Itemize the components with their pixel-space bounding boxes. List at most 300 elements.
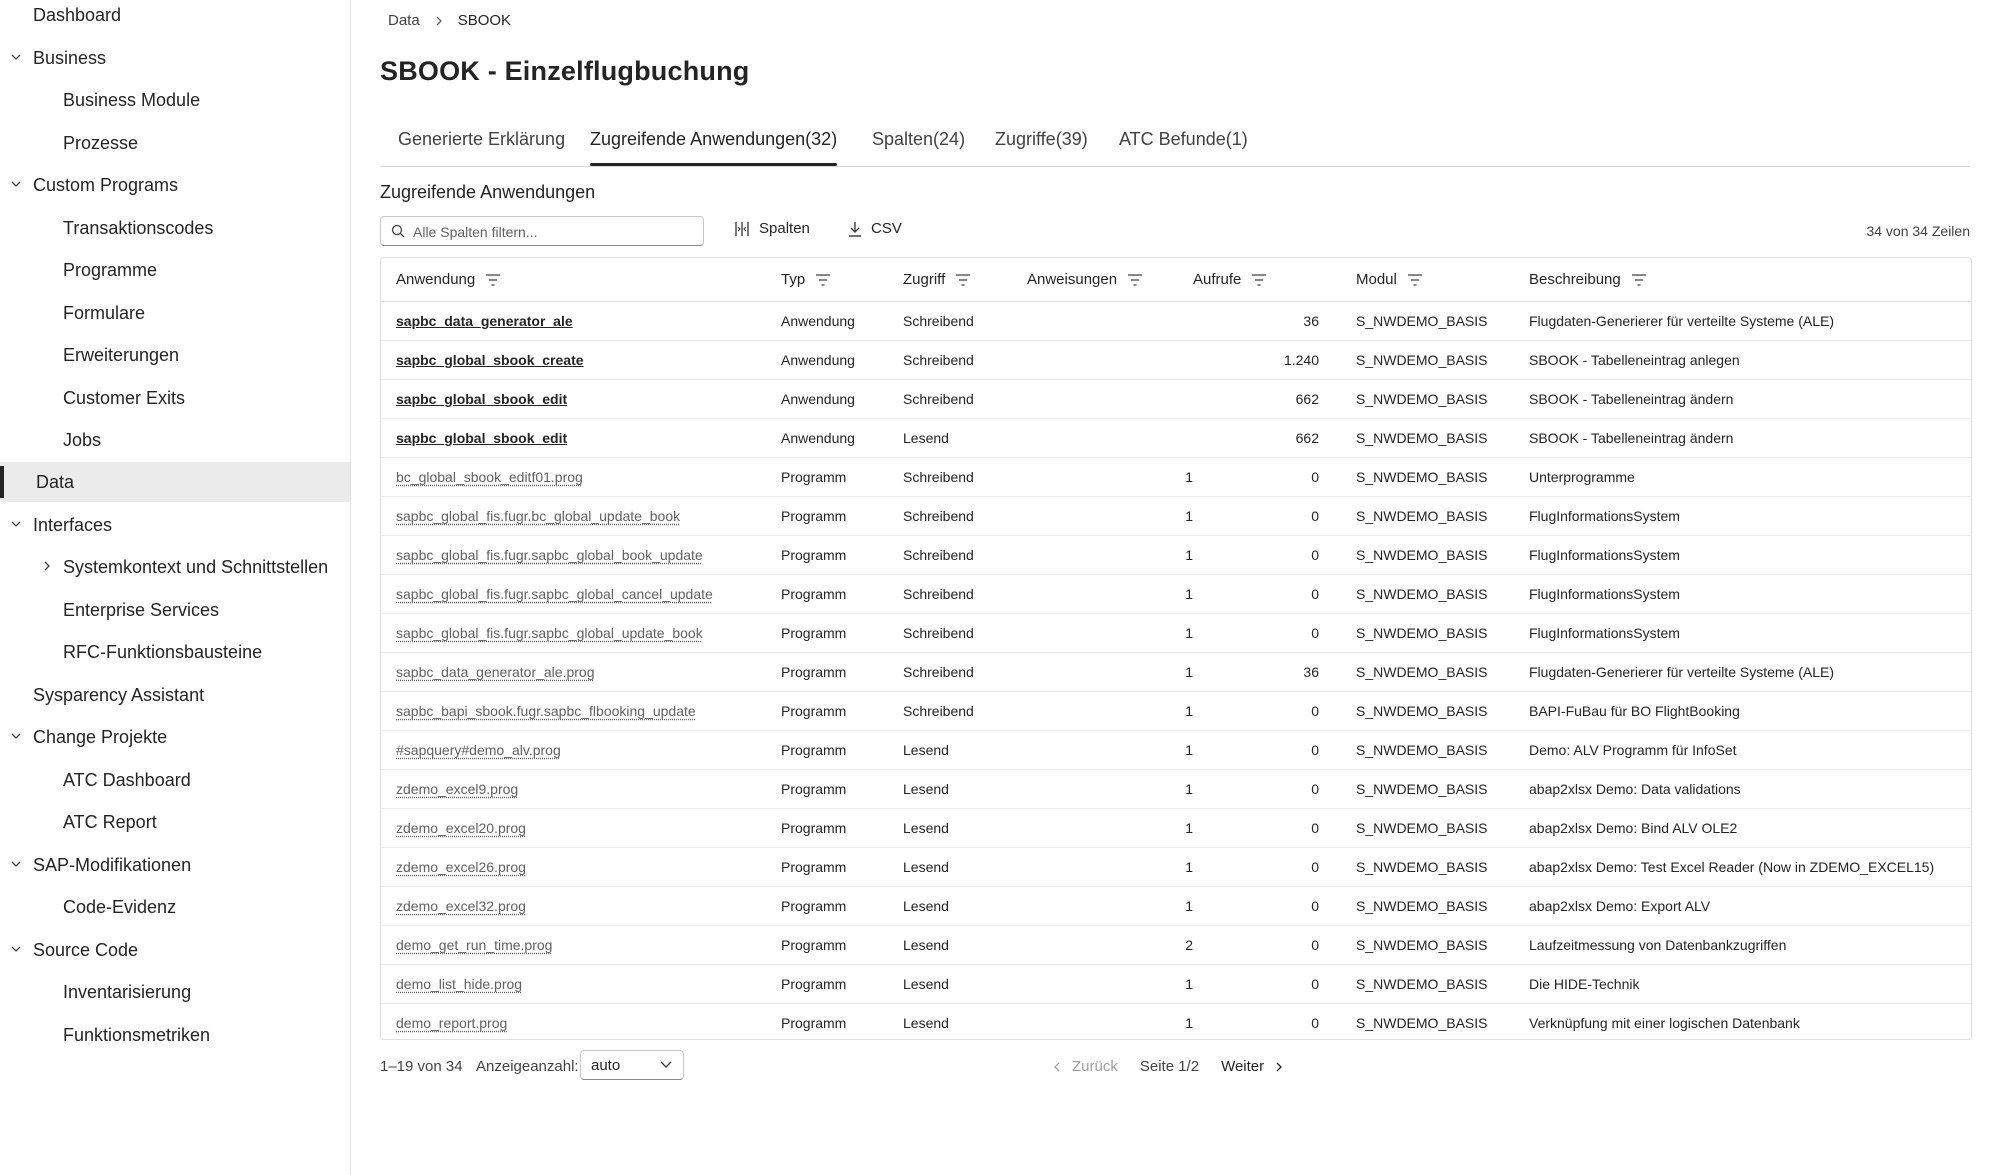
cell-anweisungen: 1 — [1027, 536, 1193, 575]
sidebar-item-label: Source Code — [33, 940, 139, 960]
csv-export-button[interactable] — [847, 220, 902, 237]
table-row[interactable] — [381, 341, 1971, 380]
sidebar-item-label: Change Projekte — [33, 727, 168, 747]
sidebar-item-label: Business Module — [63, 90, 201, 110]
cell-modul: S_NWDEMO_BASIS — [1356, 965, 1529, 1004]
page-size-label: Anzeigeanzahl: — [476, 1058, 579, 1075]
application-link[interactable]: sapbc_global_fis.fugr.sapbc_global_cancel_update — [396, 586, 713, 602]
sidebar-item-atc-report[interactable] — [0, 802, 350, 842]
cell-spacer — [1319, 497, 1356, 536]
cell-anwendung — [381, 419, 781, 458]
cell-beschreibung: BAPI-FuBau für BO FlightBooking — [1529, 692, 1971, 731]
cell-zugriff: Schreibend — [903, 536, 1027, 575]
column-header-label: Aufrufe — [1193, 271, 1242, 288]
sidebar-item-label: Code-Evidenz — [63, 897, 177, 917]
cell-typ: Programm — [781, 731, 903, 770]
columns-icon — [733, 221, 751, 237]
sidebar-item-systemkontext[interactable] — [0, 547, 350, 587]
cell-anweisungen: 1 — [1027, 614, 1193, 653]
sidebar-item-business[interactable] — [0, 38, 350, 78]
search-icon — [391, 224, 405, 238]
table-row[interactable] — [381, 575, 1971, 614]
application-link[interactable]: zdemo_excel32.prog — [396, 898, 526, 914]
cell-spacer — [1319, 692, 1356, 731]
section-title: Zugreifende Anwendungen — [380, 182, 596, 202]
cell-zugriff: Schreibend — [903, 380, 1027, 419]
cell-zugriff: Schreibend — [903, 614, 1027, 653]
column-header-anwendung[interactable] — [381, 258, 781, 302]
cell-aufrufe: 0 — [1193, 1004, 1319, 1041]
page-indicator: Seite 1/2 — [1139, 1058, 1200, 1075]
applications-table — [380, 257, 1972, 1040]
column-header-label: Modul — [1356, 271, 1397, 288]
chevron-right-icon — [40, 559, 54, 573]
sidebar-item-label: Inventarisierung — [63, 982, 192, 1002]
cell-spacer — [1319, 965, 1356, 1004]
cell-aufrufe: 0 — [1193, 575, 1319, 614]
cell-beschreibung: Verknüpfung mit einer logischen Datenbank — [1529, 1004, 1971, 1041]
cell-anweisungen: 1 — [1027, 965, 1193, 1004]
cell-typ: Programm — [781, 926, 903, 965]
cell-aufrufe: 0 — [1193, 809, 1319, 848]
cell-zugriff: Schreibend — [903, 575, 1027, 614]
sidebar-item-label: Systemkontext und Schnittstellen — [63, 557, 329, 577]
cell-beschreibung: Die HIDE-Technik — [1529, 965, 1971, 1004]
cell-aufrufe: 0 — [1193, 536, 1319, 575]
cell-zugriff: Lesend — [903, 848, 1027, 887]
table-row[interactable] — [381, 926, 1971, 965]
cell-modul: S_NWDEMO_BASIS — [1356, 302, 1529, 341]
cell-beschreibung: abap2xlsx Demo: Bind ALV OLE2 — [1529, 809, 1971, 848]
cell-modul: S_NWDEMO_BASIS — [1356, 926, 1529, 965]
sidebar-item-label: Enterprise Services — [63, 600, 220, 620]
breadcrumb-current: SBOOK — [457, 12, 512, 29]
cell-typ: Programm — [781, 497, 903, 536]
cell-beschreibung: Laufzeitmessung von Datenbankzugriffen — [1529, 926, 1971, 965]
sidebar-item-data[interactable] — [0, 462, 350, 502]
sidebar — [0, 0, 351, 1175]
next-page-button[interactable] — [1221, 1058, 1286, 1075]
sidebar-item-change-projekte[interactable] — [0, 717, 350, 757]
cell-anwendung — [381, 887, 781, 926]
sidebar-item-label: Sysparency Assistant — [33, 685, 205, 705]
sidebar-item-sap-modifikationen[interactable] — [0, 845, 350, 885]
range-info: 1–19 von 34 — [380, 1058, 463, 1075]
chevron-down-icon — [9, 50, 23, 64]
cell-modul: S_NWDEMO_BASIS — [1356, 848, 1529, 887]
cell-spacer — [1319, 926, 1356, 965]
table-row[interactable] — [381, 380, 1971, 419]
cell-beschreibung: FlugInformationsSystem — [1529, 497, 1971, 536]
cell-anwendung — [381, 302, 781, 341]
cell-modul: S_NWDEMO_BASIS — [1356, 575, 1529, 614]
cell-aufrufe: 0 — [1193, 926, 1319, 965]
filter-icon[interactable] — [485, 273, 501, 287]
cell-anweisungen: 1 — [1027, 809, 1193, 848]
column-header-typ[interactable] — [781, 258, 903, 302]
cell-typ: Programm — [781, 770, 903, 809]
cell-zugriff: Schreibend — [903, 653, 1027, 692]
cell-typ: Programm — [781, 692, 903, 731]
cell-anwendung — [381, 809, 781, 848]
table-toolbar — [380, 216, 1970, 248]
cell-typ: Programm — [781, 809, 903, 848]
table-row[interactable] — [381, 848, 1971, 887]
chevron-left-icon — [1050, 1060, 1064, 1074]
cell-typ: Programm — [781, 848, 903, 887]
cell-aufrufe: 36 — [1193, 302, 1319, 341]
cell-spacer — [1319, 419, 1356, 458]
cell-beschreibung: FlugInformationsSystem — [1529, 536, 1971, 575]
cell-anwendung — [381, 497, 781, 536]
cell-typ: Programm — [781, 536, 903, 575]
cell-modul: S_NWDEMO_BASIS — [1356, 1004, 1529, 1041]
cell-aufrufe: 36 — [1193, 653, 1319, 692]
page-size-select[interactable] — [580, 1050, 684, 1080]
column-header-label: Beschreibung — [1529, 271, 1621, 288]
sidebar-item-sysparency-assistant[interactable] — [0, 675, 350, 715]
cell-zugriff: Schreibend — [903, 497, 1027, 536]
sidebar-item-label: Dashboard — [33, 5, 122, 25]
cell-anwendung — [381, 458, 781, 497]
table-header-row — [381, 258, 1971, 302]
sidebar-item-programme[interactable] — [0, 250, 350, 290]
cell-beschreibung: abap2xlsx Demo: Export ALV — [1529, 887, 1971, 926]
cell-modul: S_NWDEMO_BASIS — [1356, 536, 1529, 575]
application-link[interactable]: sapbc_global_sbook_create — [396, 352, 584, 368]
column-header-label: Anweisungen — [1027, 271, 1118, 288]
filter-icon[interactable] — [955, 273, 971, 287]
cell-zugriff: Lesend — [903, 419, 1027, 458]
cell-spacer — [1319, 848, 1356, 887]
application-link[interactable]: #sapquery#demo_alv.prog — [396, 742, 561, 758]
cell-modul: S_NWDEMO_BASIS — [1356, 458, 1529, 497]
application-link[interactable]: demo_report.prog — [396, 1015, 508, 1031]
tab-zugreifende-anwendungen[interactable]: Zugreifende Anwendungen(32) — [590, 126, 837, 164]
table-row[interactable] — [381, 770, 1971, 809]
cell-anwendung — [381, 536, 781, 575]
application-link[interactable]: sapbc_global_fis.fugr.sapbc_global_book_update — [396, 547, 703, 563]
cell-spacer — [1319, 887, 1356, 926]
cell-anweisungen — [1027, 380, 1193, 419]
cell-modul: S_NWDEMO_BASIS — [1356, 419, 1529, 458]
application-link[interactable]: bc_global_sbook_editf01.prog — [396, 469, 583, 485]
cell-zugriff: Schreibend — [903, 692, 1027, 731]
cell-zugriff: Lesend — [903, 770, 1027, 809]
filter-icon[interactable] — [815, 273, 831, 287]
cell-beschreibung: FlugInformationsSystem — [1529, 614, 1971, 653]
cell-spacer — [1319, 770, 1356, 809]
cell-modul: S_NWDEMO_BASIS — [1356, 809, 1529, 848]
cell-modul: S_NWDEMO_BASIS — [1356, 731, 1529, 770]
cell-spacer — [1319, 302, 1356, 341]
tab-generierte-erklaerung[interactable]: Generierte Erklärung — [398, 129, 566, 149]
download-icon — [847, 221, 863, 237]
cell-typ: Programm — [781, 575, 903, 614]
application-link[interactable]: sapbc_data_generator_ale.prog — [396, 664, 595, 680]
table-row[interactable] — [381, 965, 1971, 1004]
cell-aufrufe: 0 — [1193, 965, 1319, 1004]
sidebar-item-label: ATC Dashboard — [63, 770, 191, 790]
sidebar-item-label: RFC-Funktionsbausteine — [63, 642, 263, 662]
application-link[interactable]: sapbc_bapi_sbook.fugr.sapbc_flbooking_update — [396, 703, 696, 719]
column-header-label: Typ — [781, 271, 806, 288]
page-title: SBOOK - Einzelflugbuchung — [380, 56, 750, 86]
cell-anwendung — [381, 926, 781, 965]
filter-icon[interactable] — [1251, 273, 1267, 287]
cell-anweisungen: 1 — [1027, 497, 1193, 536]
page-size-value: auto — [591, 1057, 621, 1074]
tab-zugriffe[interactable]: Zugriffe(39) — [995, 129, 1088, 149]
application-link[interactable]: demo_get_run_time.prog — [396, 937, 553, 953]
cell-anwendung — [381, 653, 781, 692]
application-link[interactable]: sapbc_global_fis.fugr.sapbc_global_update_book — [396, 625, 703, 641]
main-content — [380, 0, 1970, 1175]
chevron-down-icon — [9, 517, 23, 531]
cell-anwendung — [381, 614, 781, 653]
cell-anweisungen: 1 — [1027, 770, 1193, 809]
cell-beschreibung: abap2xlsx Demo: Test Excel Reader (Now in ZDEMO_EXCEL15) — [1529, 848, 1971, 887]
chevron-right-icon — [432, 14, 446, 28]
search-input[interactable] — [411, 219, 695, 245]
application-link[interactable]: zdemo_excel9.prog — [396, 781, 519, 797]
sidebar-item-label: Prozesse — [63, 133, 139, 153]
columns-button-label: Spalten — [759, 220, 810, 237]
application-link[interactable]: sapbc_data_generator_ale — [396, 313, 573, 329]
cell-anwendung — [381, 848, 781, 887]
sidebar-item-atc-dashboard[interactable] — [0, 760, 350, 800]
cell-typ: Programm — [781, 614, 903, 653]
row-count: 34 von 34 Zeilen — [1866, 223, 1970, 239]
table-row[interactable] — [381, 536, 1971, 575]
sidebar-item-transaktionscodes[interactable] — [0, 208, 350, 248]
tab-spalten[interactable]: Spalten(24) — [872, 129, 966, 149]
cell-modul: S_NWDEMO_BASIS — [1356, 380, 1529, 419]
cell-typ: Programm — [781, 1004, 903, 1041]
cell-anweisungen: 1 — [1027, 1004, 1193, 1041]
application-link[interactable]: zdemo_excel20.prog — [396, 820, 526, 836]
cell-aufrufe: 0 — [1193, 770, 1319, 809]
cell-zugriff: Schreibend — [903, 458, 1027, 497]
cell-anwendung — [381, 731, 781, 770]
column-header-zugriff[interactable] — [903, 258, 1027, 302]
sidebar-item-code-evidenz[interactable] — [0, 887, 350, 927]
chevron-down-icon — [9, 857, 23, 871]
table-footer — [380, 1050, 1970, 1082]
cell-beschreibung: SBOOK - Tabelleneintrag anlegen — [1529, 341, 1971, 380]
cell-anwendung — [381, 770, 781, 809]
sidebar-item-business-module[interactable] — [0, 80, 350, 120]
table-row[interactable] — [381, 497, 1971, 536]
cell-anweisungen: 1 — [1027, 887, 1193, 926]
cell-zugriff: Lesend — [903, 731, 1027, 770]
cell-zugriff: Lesend — [903, 926, 1027, 965]
cell-spacer — [1319, 653, 1356, 692]
column-header-label: Zugriff — [903, 271, 946, 288]
cell-anweisungen — [1027, 302, 1193, 341]
cell-modul: S_NWDEMO_BASIS — [1356, 692, 1529, 731]
application-link[interactable]: sapbc_global_sbook_edit — [396, 391, 568, 407]
table-row[interactable] — [381, 887, 1971, 926]
sidebar-item-label: ATC Report — [63, 812, 157, 832]
application-link[interactable]: demo_list_hide.prog — [396, 976, 523, 992]
sidebar-item-label: Erweiterungen — [63, 345, 180, 365]
tab-bar — [380, 120, 1970, 167]
cell-anweisungen: 1 — [1027, 653, 1193, 692]
sidebar-item-erweiterungen[interactable] — [0, 335, 350, 375]
sidebar-item-label: SAP-Modifikationen — [33, 855, 192, 875]
sidebar-item-prozesse[interactable] — [0, 123, 350, 163]
table-row[interactable] — [381, 809, 1971, 848]
chevron-down-icon — [9, 177, 23, 191]
column-header-anweisungen[interactable] — [1027, 258, 1193, 302]
cell-typ: Anwendung — [781, 341, 903, 380]
table-body — [381, 302, 1971, 1041]
sidebar-item-label: Programme — [63, 260, 158, 280]
chevron-down-icon — [9, 942, 23, 956]
pagination — [1050, 1058, 1286, 1075]
sidebar-item-formulare[interactable] — [0, 293, 350, 333]
cell-typ: Anwendung — [781, 419, 903, 458]
table-row[interactable] — [381, 731, 1971, 770]
table-row[interactable] — [381, 653, 1971, 692]
cell-modul: S_NWDEMO_BASIS — [1356, 770, 1529, 809]
sidebar-item-label: Jobs — [63, 430, 102, 450]
chevron-down-icon — [9, 729, 23, 743]
cell-spacer — [1319, 1004, 1356, 1041]
cell-beschreibung: Unterprogramme — [1529, 458, 1971, 497]
column-header-beschreibung[interactable] — [1529, 258, 1971, 302]
cell-modul: S_NWDEMO_BASIS — [1356, 341, 1529, 380]
cell-typ: Programm — [781, 458, 903, 497]
cell-aufrufe: 0 — [1193, 614, 1319, 653]
cell-aufrufe: 0 — [1193, 692, 1319, 731]
sidebar-item-inventarisierung[interactable] — [0, 972, 350, 1012]
search-field[interactable] — [380, 216, 704, 246]
sidebar-item-label: Custom Programs — [33, 175, 179, 195]
cell-aufrufe: 0 — [1193, 887, 1319, 926]
cell-modul: S_NWDEMO_BASIS — [1356, 887, 1529, 926]
sidebar-item-enterprise-services[interactable] — [0, 590, 350, 630]
cell-modul: S_NWDEMO_BASIS — [1356, 653, 1529, 692]
column-header-aufrufe[interactable] — [1193, 258, 1356, 302]
cell-anweisungen — [1027, 419, 1193, 458]
sidebar-item-jobs[interactable] — [0, 420, 350, 460]
cell-anwendung — [381, 575, 781, 614]
sidebar-item-label: Business — [33, 48, 107, 68]
cell-beschreibung: Demo: ALV Programm für InfoSet — [1529, 731, 1971, 770]
filter-icon[interactable] — [1127, 273, 1143, 287]
cell-anweisungen — [1027, 341, 1193, 380]
sidebar-item-label: Transaktionscodes — [63, 218, 214, 238]
sidebar-item-funktionsmetriken[interactable] — [0, 1015, 350, 1055]
application-link[interactable]: zdemo_excel26.prog — [396, 859, 526, 875]
table-row[interactable] — [381, 302, 1971, 341]
next-page-label: Weiter — [1221, 1058, 1265, 1075]
active-indicator — [0, 466, 4, 498]
sidebar-item-label: Formulare — [63, 303, 146, 323]
cell-anwendung — [381, 380, 781, 419]
cell-anweisungen: 1 — [1027, 731, 1193, 770]
csv-button-label: CSV — [871, 220, 902, 237]
filter-icon[interactable] — [1631, 273, 1647, 287]
cell-zugriff: Schreibend — [903, 341, 1027, 380]
cell-beschreibung: Flugdaten-Generierer für verteilte Systeme (ALE) — [1529, 653, 1971, 692]
cell-beschreibung: Flugdaten-Generierer für verteilte Systeme (ALE) — [1529, 302, 1971, 341]
sidebar-item-label: Customer Exits — [63, 388, 186, 408]
cell-anweisungen: 1 — [1027, 458, 1193, 497]
cell-aufrufe: 0 — [1193, 731, 1319, 770]
cell-typ: Anwendung — [781, 302, 903, 341]
application-link[interactable]: sapbc_global_fis.fugr.bc_global_update_book — [396, 508, 681, 524]
cell-modul: S_NWDEMO_BASIS — [1356, 614, 1529, 653]
cell-beschreibung: SBOOK - Tabelleneintrag ändern — [1529, 380, 1971, 419]
cell-anweisungen: 1 — [1027, 575, 1193, 614]
cell-anwendung — [381, 1004, 781, 1041]
table-row[interactable] — [381, 692, 1971, 731]
cell-spacer — [1319, 536, 1356, 575]
cell-zugriff: Lesend — [903, 1004, 1027, 1041]
table-row[interactable] — [381, 419, 1971, 458]
cell-anwendung — [381, 341, 781, 380]
cell-zugriff: Lesend — [903, 809, 1027, 848]
sidebar-item-interfaces[interactable] — [0, 505, 350, 545]
table-row[interactable] — [381, 614, 1971, 653]
application-link[interactable]: sapbc_global_sbook_edit — [396, 430, 568, 446]
sidebar-item-source-code[interactable] — [0, 930, 350, 970]
cell-aufrufe: 1.240 — [1193, 341, 1319, 380]
sidebar-item-label: Data — [36, 472, 75, 492]
sidebar-item-custom-programs[interactable] — [0, 165, 350, 205]
chevron-down-icon — [659, 1060, 673, 1070]
cell-anweisungen: 1 — [1027, 692, 1193, 731]
prev-page-label: Zurück — [1072, 1058, 1118, 1075]
cell-typ: Programm — [781, 653, 903, 692]
cell-aufrufe: 662 — [1193, 380, 1319, 419]
cell-anwendung — [381, 692, 781, 731]
cell-spacer — [1319, 809, 1356, 848]
cell-aufrufe: 0 — [1193, 497, 1319, 536]
cell-spacer — [1319, 614, 1356, 653]
prev-page-button[interactable] — [1050, 1058, 1118, 1075]
cell-aufrufe: 0 — [1193, 848, 1319, 887]
cell-zugriff: Schreibend — [903, 302, 1027, 341]
sidebar-item-rfc[interactable] — [0, 632, 350, 672]
column-header-label: Anwendung — [396, 271, 476, 288]
cell-beschreibung: abap2xlsx Demo: Data validations — [1529, 770, 1971, 809]
table-row[interactable] — [381, 458, 1971, 497]
cell-spacer — [1319, 575, 1356, 614]
cell-spacer — [1319, 458, 1356, 497]
cell-aufrufe: 0 — [1193, 458, 1319, 497]
cell-modul: S_NWDEMO_BASIS — [1356, 497, 1529, 536]
sidebar-item-dashboard[interactable] — [0, 0, 350, 35]
column-header-modul[interactable] — [1356, 258, 1529, 302]
cell-zugriff: Lesend — [903, 965, 1027, 1004]
cell-aufrufe: 662 — [1193, 419, 1319, 458]
cell-anweisungen: 1 — [1027, 848, 1193, 887]
columns-button[interactable] — [733, 220, 810, 237]
breadcrumb-link-data[interactable]: Data — [388, 12, 420, 29]
sidebar-item-customer-exits[interactable] — [0, 378, 350, 418]
filter-icon[interactable] — [1407, 273, 1423, 287]
table-row[interactable] — [381, 1004, 1971, 1041]
cell-spacer — [1319, 380, 1356, 419]
cell-zugriff: Lesend — [903, 887, 1027, 926]
sidebar-item-label: Funktionsmetriken — [63, 1025, 211, 1045]
cell-spacer — [1319, 731, 1356, 770]
tab-atc-befunde[interactable]: ATC Befunde(1) — [1119, 129, 1248, 149]
